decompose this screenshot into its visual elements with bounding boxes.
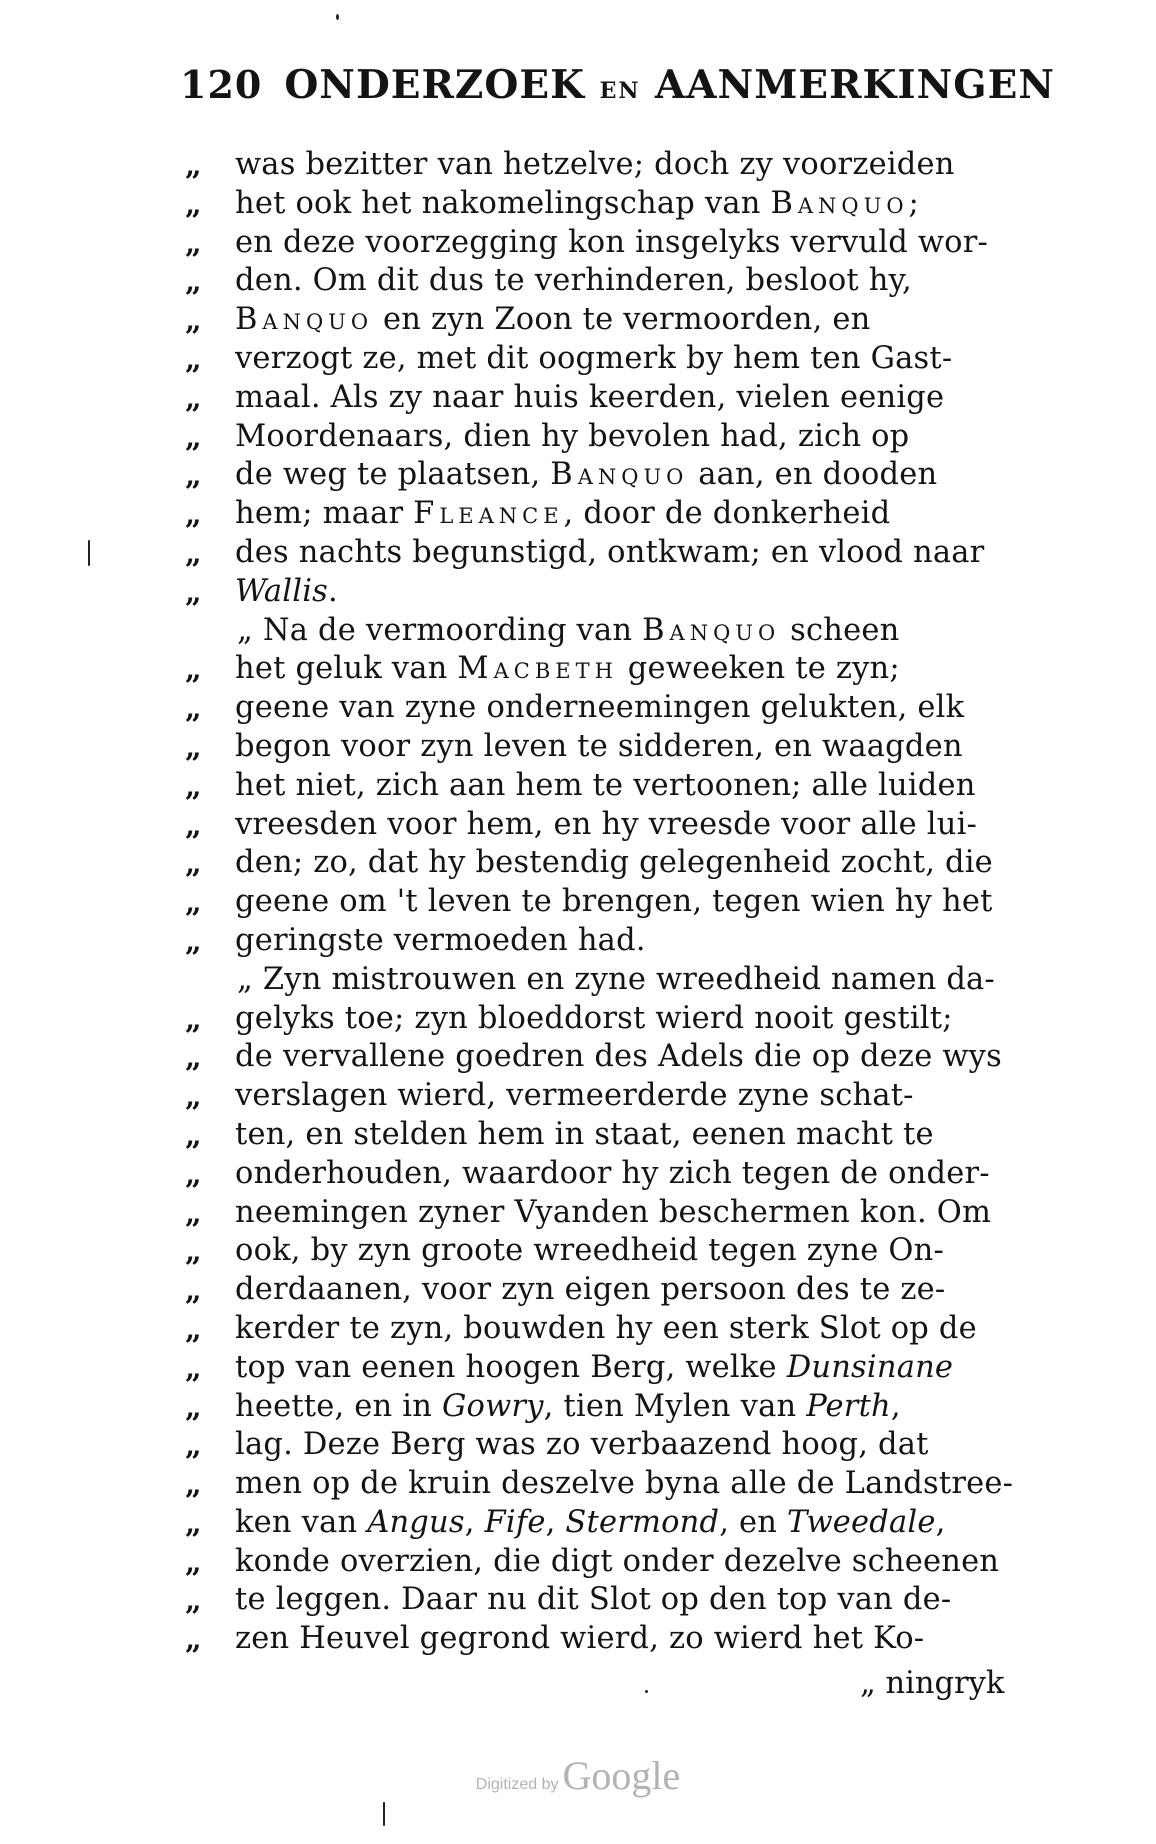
page-number: 120 — [180, 62, 263, 107]
text-line — [185, 1465, 1045, 1504]
margin-quote-mark: „ — [185, 885, 202, 920]
text-line — [185, 1426, 1045, 1465]
text-run: top van eenen hoogen Berg, welke — [235, 1349, 787, 1385]
margin-quote-mark: „ — [185, 303, 202, 338]
margin-quote-mark: „ — [185, 1040, 202, 1075]
google-logo: Google — [562, 1753, 681, 1798]
text-line — [185, 883, 1045, 922]
text-run: ken van — [235, 1504, 368, 1540]
running-header — [180, 62, 1055, 122]
text-line — [185, 844, 1045, 883]
text-run: begon voor zyn leven te sidderen, en waagden — [235, 728, 963, 764]
scan-speck — [645, 1690, 648, 1693]
margin-quote-mark: „ — [185, 691, 202, 726]
running-title — [284, 62, 1055, 108]
margin-quote-mark: „ — [185, 652, 202, 687]
margin-quote-mark: „ — [185, 497, 202, 532]
italic-place-name: Stermond — [565, 1504, 720, 1540]
italic-place-name: Tweedale — [787, 1504, 936, 1540]
small-caps-name: Banquo — [235, 302, 374, 338]
text-line — [185, 1581, 1045, 1620]
text-run: konde overzien, die digt onder dezelve scheenen — [235, 1543, 1000, 1579]
margin-quote-mark: „ — [185, 1156, 202, 1191]
line-text — [235, 728, 963, 767]
text-run: maal. Als zy naar huis keerden, vielen eenige — [235, 379, 945, 415]
text-run: aan, en dooden — [688, 457, 938, 493]
margin-quote-mark: „ — [185, 1079, 202, 1114]
text-run: „ Na de vermoording van — [237, 612, 643, 648]
text-run: „ Zyn mistrouwen en zyne wreedheid namen da- — [237, 961, 995, 997]
line-text — [235, 1194, 991, 1233]
margin-quote-mark: „ — [185, 1195, 202, 1230]
line-text — [235, 262, 912, 301]
text-run: , — [545, 1504, 566, 1540]
text-line — [185, 1504, 1045, 1543]
text-line — [185, 767, 1045, 806]
scan-speck — [88, 540, 90, 566]
text-run: hem; maar — [235, 496, 414, 532]
small-caps-name: Macbeth — [457, 651, 618, 687]
margin-quote-mark: „ — [185, 264, 202, 299]
line-text — [235, 1000, 953, 1039]
text-line — [185, 534, 1045, 573]
text-run: de weg te plaatsen, — [235, 457, 551, 493]
margin-quote-mark: „ — [185, 1389, 202, 1424]
line-text — [235, 1310, 977, 1349]
text-line — [185, 1077, 1045, 1116]
margin-quote-mark: „ — [185, 574, 202, 609]
text-line — [185, 262, 1045, 301]
text-run: ; — [908, 185, 920, 221]
line-text — [235, 1388, 901, 1427]
text-line — [185, 1349, 1045, 1388]
running-title-right: AANMERKINGEN — [655, 62, 1055, 108]
text-run: de vervallene goedren des Adels die op deze wys — [235, 1039, 1002, 1075]
line-text — [235, 1543, 999, 1582]
margin-quote-mark: „ — [185, 1234, 202, 1269]
text-line — [185, 961, 1045, 1000]
margin-quote-mark: „ — [185, 768, 202, 803]
text-line — [185, 1543, 1045, 1582]
text-run: vreesden voor hem, en hy vreesde voor alle lui- — [235, 806, 978, 842]
text-run: des nachts begunstigd, ontkwam; en vlood naar — [235, 534, 985, 570]
text-body — [185, 146, 1045, 1659]
text-run: en deze voorzegging kon insgelyks vervuld wor- — [235, 224, 988, 260]
margin-quote-mark: „ — [185, 458, 202, 493]
line-text — [235, 1349, 953, 1388]
margin-quote-mark: „ — [185, 380, 202, 415]
text-run: den; zo, dat hy bestendig gelegenheid zocht, die — [235, 845, 993, 881]
line-text — [235, 767, 976, 806]
margin-quote-mark: „ — [185, 807, 202, 842]
line-text — [235, 689, 964, 728]
margin-quote-mark: „ — [185, 1428, 202, 1463]
line-text — [235, 1620, 924, 1659]
text-line — [185, 185, 1045, 224]
margin-quote-mark: „ — [185, 1350, 202, 1385]
line-text — [235, 1581, 951, 1620]
text-run: gelyks toe; zyn bloeddorst wierd nooit gestilt; — [235, 1000, 953, 1036]
text-line — [185, 689, 1045, 728]
line-text — [235, 495, 890, 534]
text-run: , tien Mylen van — [543, 1388, 807, 1424]
italic-place-name: Perth — [806, 1388, 891, 1424]
text-run: verzogt ze, met dit oogmerk by hem ten Gast- — [235, 340, 953, 376]
line-text — [235, 456, 937, 495]
catchword: „ ningryk — [860, 1666, 1005, 1701]
text-line — [185, 922, 1045, 961]
margin-quote-mark: „ — [185, 1117, 202, 1152]
text-run: onderhouden, waardoor hy zich tegen de onder- — [235, 1155, 990, 1191]
line-text — [235, 573, 338, 612]
line-text — [235, 1426, 929, 1465]
line-text — [235, 146, 955, 185]
line-text — [235, 418, 909, 457]
line-text — [235, 650, 900, 689]
text-line — [185, 456, 1045, 495]
text-run: geene om 't leven te brengen, tegen wien hy het — [235, 884, 993, 920]
text-run: geringste vermoeden had. — [235, 922, 646, 958]
margin-quote-mark: „ — [185, 729, 202, 764]
text-run: zen Heuvel gegrond wierd, zo wierd het Ko- — [235, 1621, 925, 1657]
text-line — [185, 1310, 1045, 1349]
margin-quote-mark: „ — [185, 1505, 202, 1540]
text-line — [185, 1232, 1045, 1271]
small-caps-name: Fleance — [413, 496, 564, 532]
line-text — [235, 1038, 1002, 1077]
text-run: men op de kruin deszelve byna alle de Landstree- — [235, 1466, 1014, 1502]
small-caps-name: Banquo — [642, 612, 781, 648]
text-run: en zyn Zoon te vermoorden, en — [373, 302, 871, 338]
text-run: het geluk van — [235, 651, 458, 687]
text-run: ook, by zyn groote wreedheid tegen zyne On- — [235, 1233, 944, 1269]
text-line — [185, 418, 1045, 457]
line-text — [237, 961, 995, 1000]
text-run: derdaanen, voor zyn eigen persoon des te ze- — [235, 1272, 946, 1308]
line-text — [235, 1116, 934, 1155]
line-text — [235, 1155, 990, 1194]
margin-quote-mark: „ — [185, 1273, 202, 1308]
digitized-by-label: Digitized by — [475, 1776, 559, 1793]
line-text — [235, 340, 952, 379]
text-line — [185, 379, 1045, 418]
text-line — [185, 224, 1045, 263]
margin-quote-mark: „ — [185, 1622, 202, 1657]
running-title-small: EN — [599, 78, 641, 104]
scan-speck — [383, 1802, 385, 1826]
margin-quote-mark: „ — [185, 923, 202, 958]
text-line — [185, 728, 1045, 767]
text-run: lag. Deze Berg was zo verbaazend hoog, dat — [235, 1427, 929, 1463]
text-line — [185, 1388, 1045, 1427]
line-text — [235, 301, 870, 340]
text-run: scheen — [780, 612, 900, 648]
text-line — [185, 1620, 1045, 1659]
line-text — [235, 922, 646, 961]
text-run: verslagen wierd, vermeerderde zyne schat- — [235, 1078, 914, 1114]
line-text — [235, 1504, 946, 1543]
text-line — [185, 1271, 1045, 1310]
margin-quote-mark: „ — [185, 1311, 202, 1346]
margin-quote-mark: „ — [185, 341, 202, 376]
small-caps-name: Banquo — [770, 185, 909, 221]
text-run: was bezitter van hetzelve; doch zy voorzeiden — [235, 147, 955, 182]
text-run: , — [935, 1504, 946, 1540]
text-line — [185, 612, 1045, 651]
text-run: , en — [719, 1504, 788, 1540]
running-title-left: ONDERZOEK — [284, 62, 585, 108]
line-text — [235, 1077, 914, 1116]
line-text — [235, 1271, 945, 1310]
text-line — [185, 340, 1045, 379]
text-run: het niet, zich aan hem te vertoonen; alle luiden — [235, 767, 976, 803]
text-run: , door de donkerheid — [563, 496, 891, 532]
text-run: neemingen zyner Vyanden beschermen kon. Om — [235, 1194, 992, 1230]
text-line — [185, 1194, 1045, 1233]
margin-quote-mark: „ — [185, 1583, 202, 1618]
text-line — [185, 301, 1045, 340]
margin-quote-mark: „ — [185, 1467, 202, 1502]
line-text — [235, 844, 993, 883]
line-text — [235, 379, 944, 418]
text-run: het ook het nakomelingschap van — [235, 185, 771, 221]
margin-quote-mark: „ — [185, 148, 202, 182]
text-line — [185, 806, 1045, 845]
text-line — [185, 573, 1045, 612]
text-run: kerder te zyn, bouwden hy een sterk Slot op de — [235, 1310, 977, 1346]
margin-quote-mark: „ — [185, 535, 202, 570]
line-text — [235, 1232, 944, 1271]
text-run: geene van zyne onderneemingen gelukten, elk — [235, 690, 965, 726]
text-line — [185, 146, 1045, 185]
italic-place-name: Fife — [484, 1504, 546, 1540]
scan-speck — [336, 14, 339, 20]
italic-place-name: Wallis — [235, 573, 328, 609]
italic-place-name: Angus — [367, 1504, 465, 1540]
text-line — [185, 495, 1045, 534]
margin-quote-mark: „ — [185, 846, 202, 881]
text-run: , — [464, 1504, 485, 1540]
line-text — [237, 612, 899, 651]
line-text — [235, 185, 919, 224]
text-run: den. Om dit dus te verhinderen, besloot hy, — [235, 263, 912, 299]
text-line — [185, 650, 1045, 689]
margin-quote-mark: „ — [185, 1544, 202, 1579]
line-text — [235, 224, 988, 263]
digitization-watermark — [0, 1752, 1156, 1799]
text-line — [185, 1155, 1045, 1194]
line-text — [235, 534, 984, 573]
text-run: geweeken te zyn; — [617, 651, 900, 687]
italic-place-name: Gowry — [441, 1388, 544, 1424]
margin-quote-mark: „ — [185, 419, 202, 454]
margin-quote-mark: „ — [185, 186, 202, 221]
text-run: Moordenaars, dien hy bevolen had, zich op — [235, 418, 910, 454]
text-run: . — [328, 573, 338, 609]
margin-quote-mark: „ — [185, 1001, 202, 1036]
margin-quote-mark: „ — [185, 225, 202, 260]
line-text — [235, 1465, 1013, 1504]
line-text — [235, 806, 977, 845]
text-line — [185, 1038, 1045, 1077]
text-line — [185, 1116, 1045, 1155]
italic-place-name: Dunsinane — [786, 1349, 954, 1385]
text-run: te leggen. Daar nu dit Slot op den top van de- — [235, 1582, 952, 1618]
text-run: ten, en stelden hem in staat, eenen macht te — [235, 1116, 934, 1152]
text-run: , — [890, 1388, 901, 1424]
line-text — [235, 883, 993, 922]
small-caps-name: Banquo — [550, 457, 689, 493]
text-run: heette, en in — [235, 1388, 442, 1424]
text-line — [185, 1000, 1045, 1039]
